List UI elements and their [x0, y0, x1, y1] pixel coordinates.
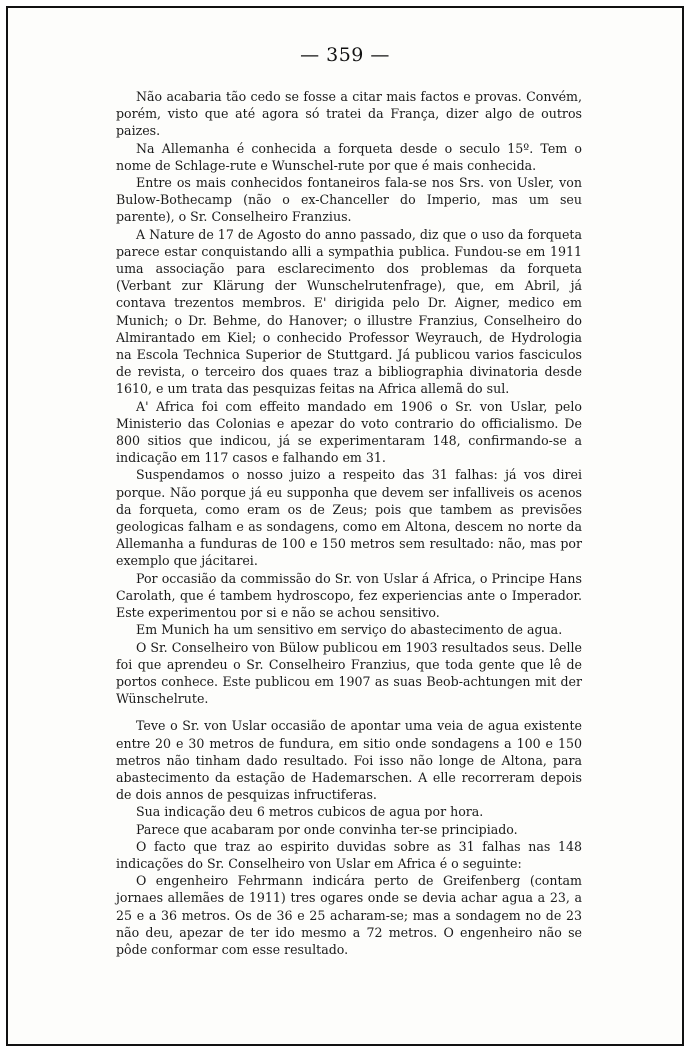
paragraph: O Sr. Conselheiro von Bülow publicou em 1903 resultados seus. Delle foi que aprendeu o Sr. Conselheiro Franzius, que toda gente que lê de portos conhece. Este publicou em 1907 as suas Beob-achtungen mit der Wünschelrute.: [116, 639, 582, 707]
paragraph: A' Africa foi com effeito mandado em 1906 o Sr. von Uslar, pelo Ministerio das Colonias e apezar do voto contrario do officialismo. De 800 sitios que indicou, já se experimentaram 148, confirmando-se a indicação em 117 casos e falhando em 31.: [116, 398, 582, 466]
paragraph: Por occasião da commissão do Sr. von Uslar á Africa, o Principe Hans Carolath, que é tambem hydroscopo, fez experiencias ante o Imperador. Este experimentou por si e não se achou sensitivo.: [116, 570, 582, 621]
page-number: — 359 —: [300, 44, 390, 66]
paragraph: Em Munich ha um sensitivo em serviço do abastecimento de agua.: [136, 622, 563, 638]
paragraph: A Nature de 17 de Agosto do anno passado, diz que o uso da forqueta parece estar conquistando alli a sympathia publica. Fundou-se em 1911 uma associação para esclarecimento dos problemas da forqueta (Verbant zur Klärung der Wunschelrutenfrage), que, em Abril, já contava trezentos membros. E' dirigida pelo Dr. Aigner, medico em Munich; o Dr. Behme, do Hanover; o illustre Franzius, Conselheiro do Almirantado em Kiel; o conhecido Professor Weyrauch, de Hydrologia na Escola Technica Superior de Stuttgard. Já publicou varios fasciculos de revista, o terceiro dos quaes traz a bibliographia divinatoria desde 1610, e um trata das pesquizas feitas na Africa allemã do sul.: [116, 226, 582, 397]
paragraph: O engenheiro Fehrmann indicára perto de Greifenberg (contam jornaes allemães de 1911) tres ogares onde se devia achar agua a 23, a 25 e a 36 metros. Os de 36 e 25 acharam-se; mas a sondagem no de 23 não deu, apezar de ter ido mesmo a 72 metros. O engenheiro não se pôde conformar com esse resultado.: [116, 873, 582, 957]
paragraph: Suspendamos o nosso juizo a respeito das 31 falhas: já vos direi porque. Não porque já eu supponha que devem ser infalliveis os acenos da forqueta, como eram os de Zeus; pois que tambem as previsões geologicas falham e as sondagens, como em Altona, descem no norte da Allemanha a funduras de 100 e 150 metros sem resultado: não, mas por exemplo que jácitarei.: [116, 467, 582, 569]
paragraph: O facto que traz ao espirito duvidas sobre as 31 falhas nas 148 indicações do Sr. Conselheiro von Uslar em Africa é o seguinte:: [116, 838, 582, 871]
paragraph: Entre os mais conhecidos fontaneiros fala-se nos Srs. von Usler, von Bulow-Bothecamp (não o ex-Chanceller do Imperio, mas um seu parente), o Sr. Conselheiro Franzius.: [116, 175, 582, 225]
paragraph: Na Allemanha é conhecida a forqueta desde o seculo 15º. Tem o nome de Schlage-rute e Wunschel-rute por que é mais conhecida.: [116, 140, 582, 173]
paragraph: Não acabaria tão cedo se fosse a citar mais factos e provas. Convém, porém, visto que até agora só tratei da França, dizer algo de outros paizes.: [116, 89, 582, 139]
paragraph: Sua indicação deu 6 metros cubicos de agua por hora.: [136, 804, 484, 820]
body-text: [116, 88, 582, 958]
paragraph: Teve o Sr. von Uslar occasião de apontar uma veia de agua existente entre 20 e 30 metros de fundura, em sitio onde sondagens a 100 e 150 metros não tinham dado resultado. Foi isso não longe de Altona, para abastecimento da estação de Hademarschen. A elle recorreram depois de dois annos de pesquizas infructiferas.: [116, 718, 582, 803]
paragraph: Parece que acabaram por onde convinha ter-se principiado.: [136, 821, 518, 837]
